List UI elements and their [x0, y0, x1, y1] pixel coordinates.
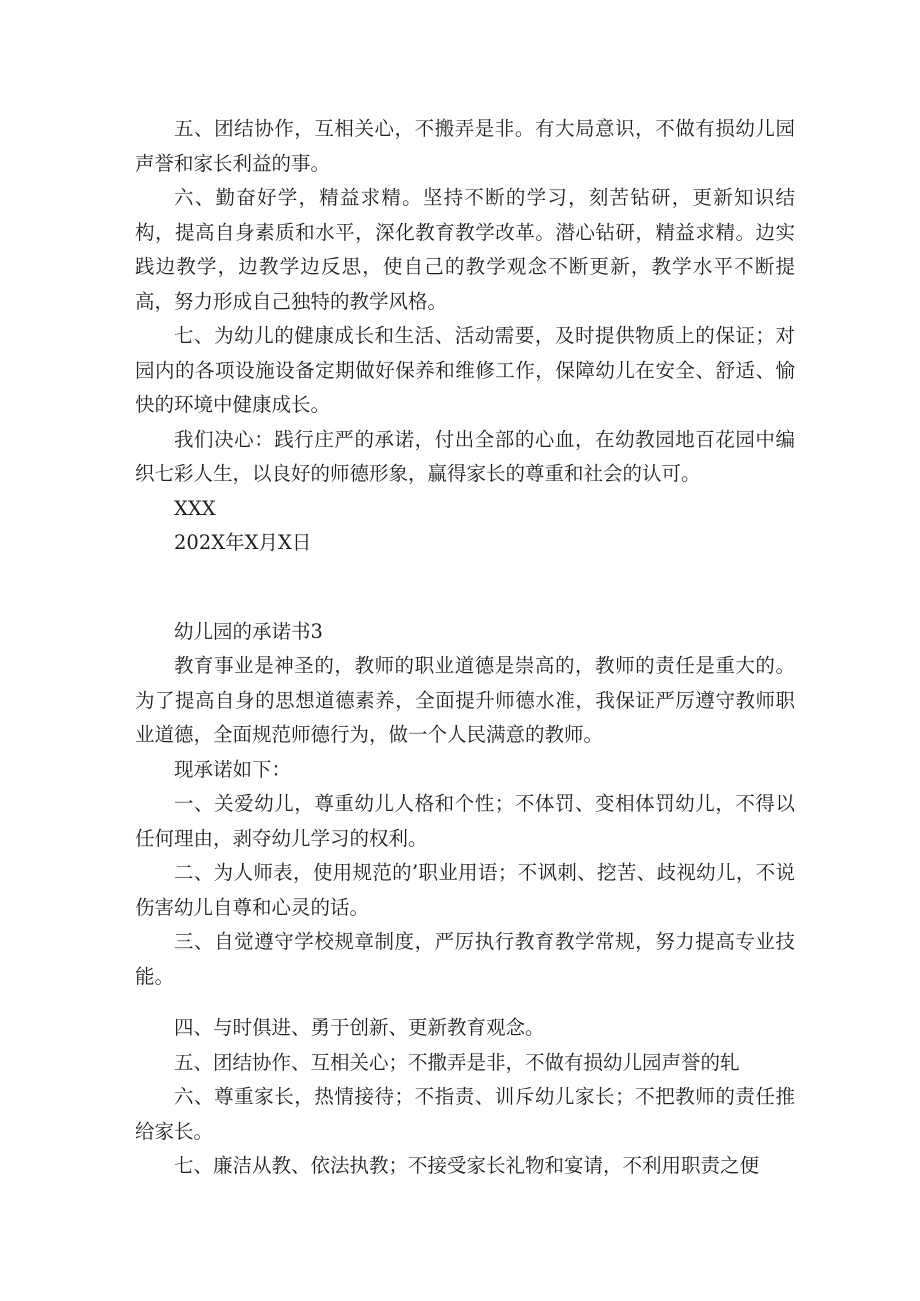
document-body — [135, 112, 795, 1184]
section-title: 幼儿园的承诺书3 — [174, 619, 323, 643]
resolve-paragraph: 我们决心：践行庄严的承诺，付出全部的心血，在幼教园地百花园中编织七彩人生，以良好的师德形象，赢得家长的尊重和社会的认可。 — [135, 427, 795, 485]
signature: XXX — [174, 496, 216, 520]
promise-item-3: 三、自觉遵守学校规章制度，严厉执行教育教学常规，努力提高专业技能。 — [135, 930, 795, 988]
date-line: 202X年X月X日 — [174, 531, 312, 554]
promise-item-1: 一、关爱幼儿，尊重幼儿人格和个性；不体罚、变相体罚幼儿，不得以任何理由，剥夺幼儿学习的权利。 — [135, 792, 795, 850]
intro-paragraph: 教育事业是神圣的，教师的职业道德是崇高的，教师的责任是重大的。为了提高自身的思想道德素养，全面提升师德水准，我保证严厉遵守教师职业道德，全面规范师德行为，做一个人民满意的教师。 — [135, 654, 795, 746]
paragraph-item-5: 五、团结协作，互相关心，不搬弄是非。有大局意识，不做有损幼儿园声誉和家长利益的事。 — [135, 117, 795, 175]
promise-item-6: 六、尊重家长，热情接待；不指责、训斥幼儿家长；不把教师的责任推给家长。 — [135, 1085, 795, 1143]
promise-lead: 现承诺如下： — [174, 757, 292, 781]
promise-item-7: 七、廉洁从教、依法执教；不接受家长礼物和宴请，不利用职责之便 — [174, 1154, 760, 1177]
promise-item-4: 四、与时俱进、勇于创新、更新教育观念。 — [174, 1016, 545, 1039]
promise-item-5: 五、团结协作、互相关心；不撒弄是非，不做有损幼儿园声誉的轧 — [174, 1050, 740, 1074]
paragraph-item-6: 六、勤奋好学，精益求精。坚持不断的学习，刻苦钻研，更新知识结构，提高自身素质和水平，深化教育教学改革。潜心钻研，精益求精。边实践边教学，边教学边反思，使自己的教学观念不断更新，教学水平不断提高，努力形成自己独特的教学风格。 — [135, 186, 795, 313]
promise-item-2: 二、为人师表，使用规范的’职业用语；不讽刺、挖苦、歧视幼儿，不说伤害幼儿自尊和心灵的话。 — [135, 861, 795, 919]
paragraph-item-7: 七、为幼儿的健康成长和生活、活动需要，及时提供物质上的保证；对园内的各项设施设备定期做好保养和维修工作，保障幼儿在安全、舒适、愉快的环境中健康成长。 — [135, 324, 795, 416]
